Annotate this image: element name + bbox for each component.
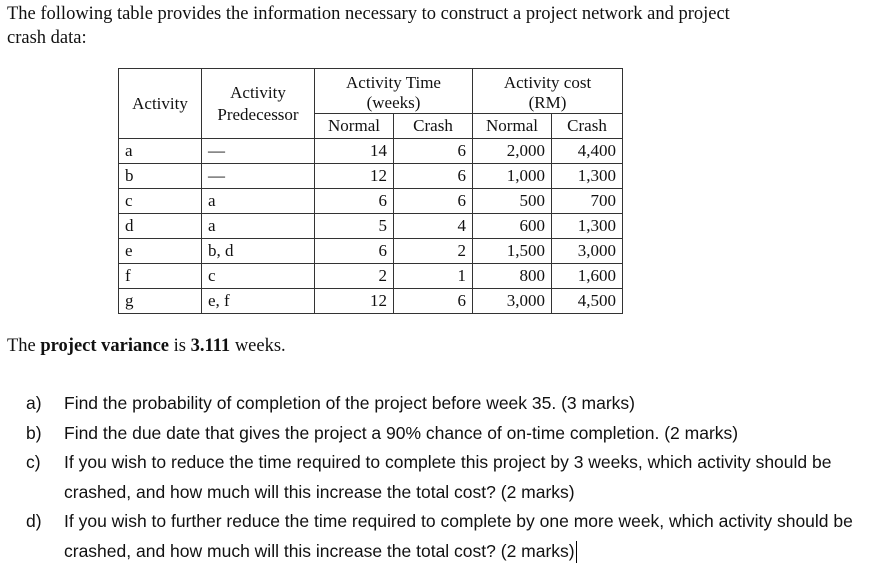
cell-time-crash: 6 <box>394 139 473 164</box>
cell-time-crash: 6 <box>394 189 473 214</box>
table-row <box>119 214 623 239</box>
cell-cost-normal: 1,000 <box>473 164 552 189</box>
cell-cost-normal: 1,500 <box>473 239 552 264</box>
question-item <box>26 419 871 449</box>
cell-activity: e <box>119 239 202 264</box>
cell-cost-crash: 700 <box>552 189 623 214</box>
cell-time-crash: 1 <box>394 264 473 289</box>
cell-time-crash: 6 <box>394 289 473 314</box>
variance-middle: is <box>169 336 191 356</box>
cell-predecessor: — <box>202 139 315 164</box>
question-label: a) <box>26 393 42 413</box>
cell-cost-normal: 600 <box>473 214 552 239</box>
cell-activity: f <box>119 264 202 289</box>
cell-activity: g <box>119 289 202 314</box>
project-variance-statement <box>7 336 286 357</box>
header-time-crash: Crash <box>394 114 473 139</box>
question-list <box>26 389 871 566</box>
header-activity: Activity <box>119 69 202 139</box>
header-activity-time-line1: Activity Time <box>346 73 441 92</box>
cell-cost-crash: 1,600 <box>552 264 623 289</box>
header-activity-cost-line1: Activity cost <box>503 73 592 92</box>
cell-cost-crash: 4,500 <box>552 289 623 314</box>
question-text: Find the due date that gives the project a 90% chance of on-time completion. (2 marks) <box>64 422 739 443</box>
cell-predecessor: c <box>202 264 315 289</box>
variance-value: 3.111 <box>190 336 231 356</box>
cell-time-normal: 6 <box>315 189 394 214</box>
variance-term: project variance <box>40 336 169 356</box>
header-predecessor-line2: Predecessor <box>217 104 299 124</box>
crash-data-table-container <box>118 68 623 314</box>
question-item <box>26 448 871 507</box>
question-item <box>26 507 871 566</box>
cell-time-crash: 6 <box>394 164 473 189</box>
cell-cost-crash: 4,400 <box>552 139 623 164</box>
cell-predecessor: e, f <box>202 289 315 314</box>
text-cursor <box>576 541 577 563</box>
cell-time-crash: 4 <box>394 214 473 239</box>
question-text: If you wish to reduce the time required to complete this project by 3 weeks, which activity should be crashed, and how much will this increase the total cost? (2 marks) <box>64 452 832 502</box>
table-row <box>119 264 623 289</box>
cell-activity: a <box>119 139 202 164</box>
question-label: c) <box>26 452 41 472</box>
header-time-normal: Normal <box>315 114 394 139</box>
intro-paragraph: The following table provides the information necessary to construct a project network and project crash data: <box>7 4 730 48</box>
header-activity-time <box>315 69 473 114</box>
header-predecessor-line1: Activity <box>230 82 286 102</box>
question-text-wrapper <box>64 507 871 566</box>
cell-time-normal: 12 <box>315 164 394 189</box>
question-label: b) <box>26 422 42 443</box>
cell-cost-normal: 2,000 <box>473 139 552 164</box>
table-row <box>119 289 623 314</box>
table-row <box>119 164 623 189</box>
cell-cost-normal: 800 <box>473 264 552 289</box>
header-activity-time-line2: (weeks) <box>366 93 421 112</box>
variance-suffix: weeks. <box>230 336 286 356</box>
question-label: d) <box>26 511 42 531</box>
cell-cost-crash: 1,300 <box>552 164 623 189</box>
table-row <box>119 139 623 164</box>
cell-time-normal: 14 <box>315 139 394 164</box>
header-activity-cost-line2: (RM) <box>528 93 567 112</box>
cell-time-normal: 12 <box>315 289 394 314</box>
cell-predecessor: a <box>202 214 315 239</box>
cell-time-normal: 2 <box>315 264 394 289</box>
cell-cost-normal: 3,000 <box>473 289 552 314</box>
cell-cost-crash: 1,300 <box>552 214 623 239</box>
question-item <box>26 389 871 419</box>
header-predecessor <box>202 69 315 139</box>
table-row <box>119 189 623 214</box>
header-activity-cost <box>473 69 623 114</box>
table-row <box>119 239 623 264</box>
cell-predecessor: — <box>202 164 315 189</box>
cell-activity: c <box>119 189 202 214</box>
cell-time-crash: 2 <box>394 239 473 264</box>
cell-activity: b <box>119 164 202 189</box>
question-text: If you wish to further reduce the time required to complete by one more week, which activity should be crashed, and how much will this increase the total cost? (2 marks) <box>64 511 853 561</box>
question-text: Find the probability of completion of the project before week 35. (3 marks) <box>64 393 635 413</box>
cell-cost-normal: 500 <box>473 189 552 214</box>
header-cost-normal: Normal <box>473 114 552 139</box>
cell-activity: d <box>119 214 202 239</box>
cell-cost-crash: 3,000 <box>552 239 623 264</box>
cell-predecessor: b, d <box>202 239 315 264</box>
cell-time-normal: 6 <box>315 239 394 264</box>
cell-time-normal: 5 <box>315 214 394 239</box>
crash-data-table <box>118 68 623 314</box>
variance-prefix: The <box>7 336 41 356</box>
header-cost-crash: Crash <box>552 114 623 139</box>
cell-predecessor: a <box>202 189 315 214</box>
